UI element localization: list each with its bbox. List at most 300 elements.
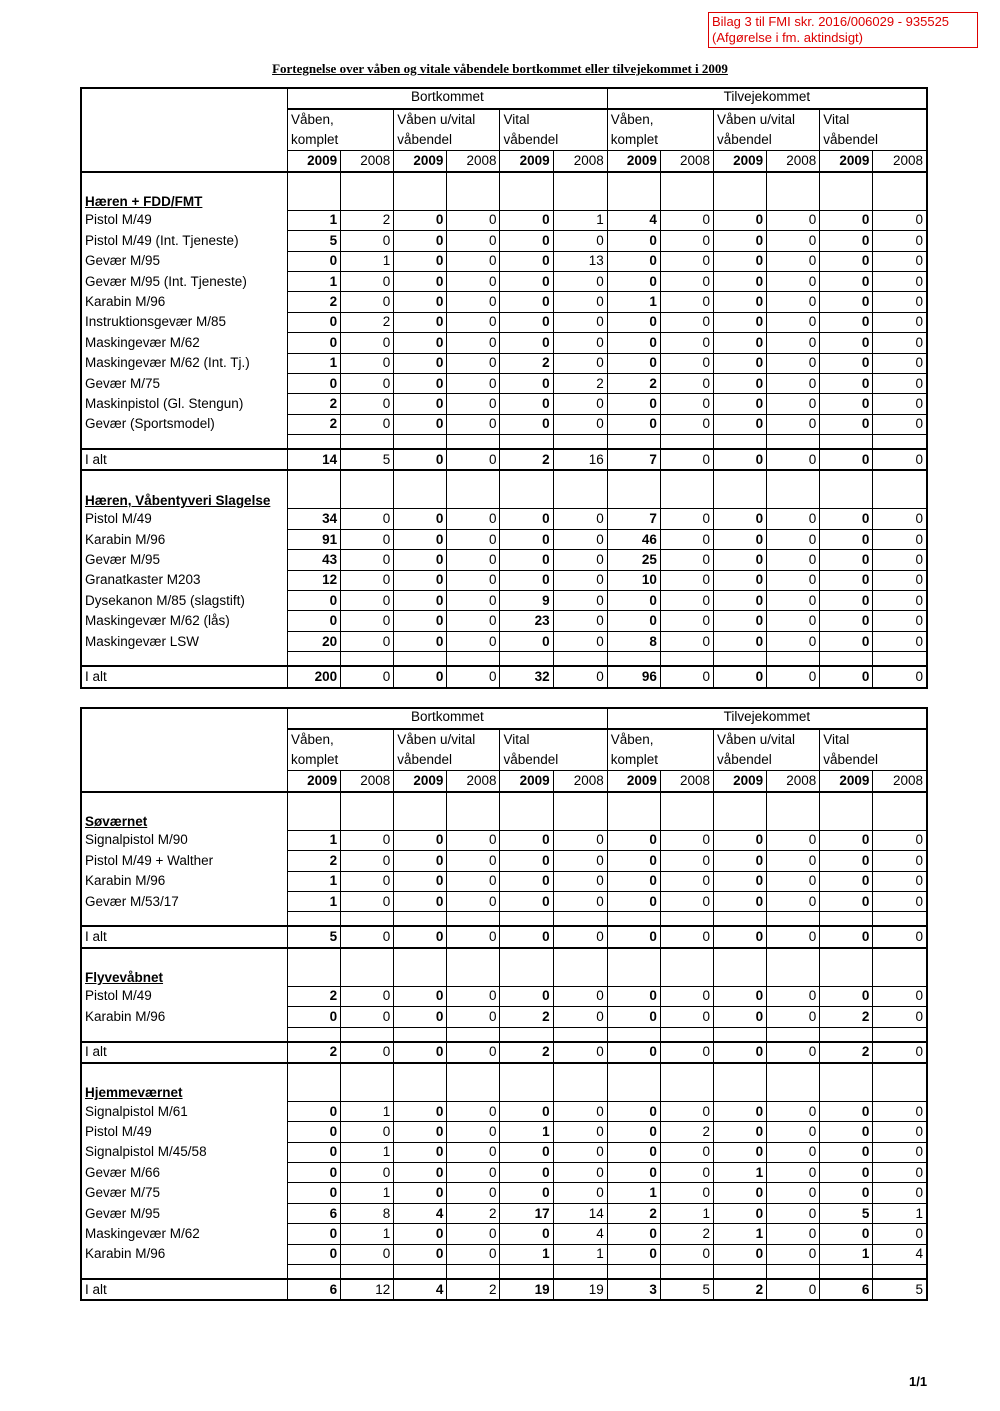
weapon-label: Pistol M/49 (Int. Tjeneste) bbox=[81, 231, 287, 251]
value-2009: 0 bbox=[820, 1163, 873, 1183]
empty-cell bbox=[713, 435, 766, 450]
total-2009: 2 bbox=[713, 1279, 766, 1300]
value-2009: 0 bbox=[713, 312, 766, 332]
value-2009: 0 bbox=[500, 871, 553, 891]
empty-cell bbox=[607, 912, 660, 927]
value-2008: 0 bbox=[660, 986, 713, 1006]
value-2008: 0 bbox=[767, 394, 820, 414]
value-2008: 0 bbox=[873, 414, 927, 434]
value-2009: 0 bbox=[394, 591, 447, 611]
group-bortkommet: Bortkommet bbox=[287, 708, 607, 729]
value-2008: 0 bbox=[553, 292, 607, 312]
value-2008: 0 bbox=[767, 373, 820, 393]
value-2008: 0 bbox=[447, 1224, 500, 1244]
value-2009: 0 bbox=[500, 292, 553, 312]
empty-cell bbox=[767, 1265, 820, 1280]
vital-part-header-line-2: våbendel bbox=[823, 752, 879, 768]
value-2008: 0 bbox=[767, 231, 820, 251]
value-2008: 0 bbox=[767, 830, 820, 850]
value-2008: 0 bbox=[767, 251, 820, 271]
value-2009: 0 bbox=[607, 591, 660, 611]
table-row bbox=[81, 529, 927, 549]
value-2008: 0 bbox=[553, 591, 607, 611]
value-2008: 0 bbox=[873, 611, 927, 631]
value-2009: 0 bbox=[394, 509, 447, 529]
value-2009: 0 bbox=[607, 851, 660, 871]
total-row bbox=[81, 1279, 927, 1300]
total-2009: 96 bbox=[607, 666, 660, 687]
value-2009: 0 bbox=[394, 394, 447, 414]
value-2008: 0 bbox=[873, 312, 927, 332]
value-2009: 0 bbox=[394, 1007, 447, 1027]
value-2008: 0 bbox=[447, 271, 500, 291]
total-2008: 5 bbox=[873, 1279, 927, 1300]
value-2009: 0 bbox=[607, 353, 660, 373]
value-2009: 0 bbox=[394, 871, 447, 891]
value-2009: 4 bbox=[607, 210, 660, 230]
empty-cell bbox=[607, 1063, 660, 1102]
value-2008: 0 bbox=[873, 353, 927, 373]
value-2008: 0 bbox=[660, 851, 713, 871]
value-2008: 0 bbox=[767, 414, 820, 434]
year-2008-header: 2008 bbox=[447, 771, 500, 792]
value-2009: 0 bbox=[394, 251, 447, 271]
empty-cell bbox=[500, 172, 553, 211]
value-2008: 0 bbox=[767, 1203, 820, 1223]
empty-cell bbox=[394, 172, 447, 211]
value-2009: 0 bbox=[394, 1122, 447, 1142]
empty-cell bbox=[500, 470, 553, 509]
value-2008: 0 bbox=[660, 631, 713, 651]
table-row bbox=[81, 414, 927, 434]
weapon-label: Maskingevær M/62 (Int. Tj.) bbox=[81, 353, 287, 373]
empty-cell bbox=[767, 948, 820, 987]
value-2009: 0 bbox=[500, 414, 553, 434]
value-2008: 0 bbox=[447, 1101, 500, 1121]
table-row bbox=[81, 292, 927, 312]
empty-cell bbox=[607, 470, 660, 509]
value-2009: 43 bbox=[287, 550, 340, 570]
value-2009: 0 bbox=[713, 986, 766, 1006]
weapons-no-vital-part-header-line-1: Våben u/vital bbox=[397, 732, 476, 748]
value-2009: 0 bbox=[713, 851, 766, 871]
value-2008: 4 bbox=[553, 1224, 607, 1244]
value-2009: 10 bbox=[607, 570, 660, 590]
value-2008: 0 bbox=[447, 373, 500, 393]
value-2008: 0 bbox=[341, 1122, 394, 1142]
value-2008: 0 bbox=[660, 1101, 713, 1121]
page-number: 1/1 bbox=[909, 1374, 928, 1389]
weapons-no-vital-part-header bbox=[394, 729, 500, 771]
total-2008: 0 bbox=[767, 449, 820, 470]
value-2009: 0 bbox=[820, 231, 873, 251]
value-2008: 0 bbox=[447, 529, 500, 549]
value-2009: 0 bbox=[820, 529, 873, 549]
value-2009: 0 bbox=[394, 570, 447, 590]
value-2009: 0 bbox=[713, 394, 766, 414]
empty-cell bbox=[607, 652, 660, 667]
empty-cell bbox=[447, 435, 500, 450]
empty-cell bbox=[500, 792, 553, 831]
value-2009: 17 bbox=[500, 1203, 553, 1223]
value-2008: 2 bbox=[341, 312, 394, 332]
value-2009: 7 bbox=[607, 509, 660, 529]
empty-cell bbox=[81, 912, 287, 927]
value-2008: 0 bbox=[873, 1224, 927, 1244]
total-2008: 0 bbox=[447, 1042, 500, 1063]
empty-cell bbox=[713, 1265, 766, 1280]
weapon-label: Gevær M/95 bbox=[81, 1203, 287, 1223]
empty-cell bbox=[341, 652, 394, 667]
empty-cell bbox=[500, 912, 553, 927]
value-2009: 0 bbox=[287, 591, 340, 611]
weapons-no-vital-part-header-line-2: våbendel bbox=[397, 752, 453, 768]
empty-cell bbox=[820, 912, 873, 927]
value-2009: 0 bbox=[500, 570, 553, 590]
value-2009: 9 bbox=[500, 591, 553, 611]
table-row bbox=[81, 509, 927, 529]
empty-cell bbox=[607, 1027, 660, 1042]
total-2008: 0 bbox=[660, 666, 713, 687]
table-row bbox=[81, 611, 927, 631]
weapon-label: Maskingevær M/62 bbox=[81, 333, 287, 353]
weapon-label: Karabin M/96 bbox=[81, 1007, 287, 1027]
table-row bbox=[81, 1203, 927, 1223]
value-2009: 0 bbox=[820, 210, 873, 230]
total-2008: 0 bbox=[341, 926, 394, 947]
empty-cell bbox=[394, 435, 447, 450]
weapons-complete-header-line-2: komplet bbox=[610, 752, 659, 768]
table-row bbox=[81, 570, 927, 590]
value-2009: 0 bbox=[500, 891, 553, 911]
weapons-complete-header-line-1: Våben, bbox=[610, 732, 654, 748]
value-2009: 1 bbox=[500, 1122, 553, 1142]
total-2008: 19 bbox=[553, 1279, 607, 1300]
value-2009: 0 bbox=[713, 830, 766, 850]
total-2009: 0 bbox=[713, 666, 766, 687]
value-2008: 0 bbox=[553, 509, 607, 529]
empty-cell bbox=[341, 1063, 394, 1102]
year-2008-header: 2008 bbox=[341, 151, 394, 172]
empty-cell bbox=[820, 652, 873, 667]
section-heading-row bbox=[81, 948, 927, 987]
value-2009: 0 bbox=[713, 1007, 766, 1027]
value-2009: 0 bbox=[287, 1224, 340, 1244]
value-2008: 0 bbox=[553, 1101, 607, 1121]
year-2008-header: 2008 bbox=[447, 151, 500, 172]
empty-cell bbox=[287, 912, 340, 927]
value-2008: 0 bbox=[553, 986, 607, 1006]
value-2008: 0 bbox=[447, 631, 500, 651]
empty-cell bbox=[81, 435, 287, 450]
weapon-label: Karabin M/96 bbox=[81, 292, 287, 312]
empty-cell bbox=[287, 172, 340, 211]
value-2009: 0 bbox=[713, 333, 766, 353]
section-heading-row bbox=[81, 792, 927, 831]
total-2009: 0 bbox=[820, 449, 873, 470]
year-2009-header: 2009 bbox=[287, 771, 340, 792]
value-2008: 0 bbox=[553, 830, 607, 850]
value-2009: 0 bbox=[713, 271, 766, 291]
value-2009: 0 bbox=[607, 1122, 660, 1142]
value-2008: 0 bbox=[341, 851, 394, 871]
empty-cell bbox=[287, 1265, 340, 1280]
stamp-line-1: Bilag 3 til FMI skr. 2016/006029 - 935525 bbox=[712, 14, 950, 29]
empty-cell bbox=[767, 172, 820, 211]
document-title: Fortegnelse over våben og vitale våbendele bortkommet eller tilvejekommet i 2009 bbox=[272, 61, 728, 76]
total-2009: 32 bbox=[500, 666, 553, 687]
empty-cell bbox=[553, 792, 607, 831]
empty-cell bbox=[81, 652, 287, 667]
value-2009: 2 bbox=[607, 1203, 660, 1223]
total-2009: 3 bbox=[607, 1279, 660, 1300]
empty-cell bbox=[394, 792, 447, 831]
value-2009: 0 bbox=[394, 271, 447, 291]
weapon-label: Instruktionsgevær M/85 bbox=[81, 312, 287, 332]
empty-cell bbox=[820, 172, 873, 211]
value-2008: 0 bbox=[873, 871, 927, 891]
value-2009: 0 bbox=[500, 312, 553, 332]
value-2008: 0 bbox=[767, 529, 820, 549]
value-2008: 0 bbox=[341, 591, 394, 611]
value-2008: 1 bbox=[553, 210, 607, 230]
value-2008: 0 bbox=[341, 986, 394, 1006]
value-2008: 0 bbox=[873, 1122, 927, 1142]
value-2009: 0 bbox=[607, 986, 660, 1006]
table-row bbox=[81, 373, 927, 393]
value-2008: 0 bbox=[553, 353, 607, 373]
empty-cell bbox=[553, 172, 607, 211]
value-2009: 0 bbox=[713, 1122, 766, 1142]
value-2009: 2 bbox=[820, 1007, 873, 1027]
value-2009: 0 bbox=[713, 550, 766, 570]
value-2009: 0 bbox=[820, 611, 873, 631]
value-2008: 0 bbox=[447, 1183, 500, 1203]
value-2008: 0 bbox=[873, 210, 927, 230]
weapon-label: Gevær M/95 (Int. Tjeneste) bbox=[81, 271, 287, 291]
value-2008: 0 bbox=[873, 529, 927, 549]
value-2009: 0 bbox=[713, 570, 766, 590]
value-2009: 0 bbox=[713, 251, 766, 271]
empty-cell bbox=[607, 1265, 660, 1280]
value-2008: 0 bbox=[341, 231, 394, 251]
vital-part-header-line-2: våbendel bbox=[503, 132, 559, 148]
empty-cell bbox=[660, 792, 713, 831]
table-row bbox=[81, 1224, 927, 1244]
value-2009: 0 bbox=[394, 611, 447, 631]
value-2008: 0 bbox=[660, 333, 713, 353]
value-2009: 2 bbox=[500, 1007, 553, 1027]
section-title: Hæren + FDD/FMT bbox=[81, 172, 287, 211]
value-2009: 0 bbox=[713, 1183, 766, 1203]
value-2008: 0 bbox=[660, 871, 713, 891]
header-group-row bbox=[81, 88, 927, 109]
empty-cell bbox=[500, 435, 553, 450]
weapons-table-2 bbox=[80, 707, 928, 1301]
value-2008: 0 bbox=[341, 830, 394, 850]
value-2009: 46 bbox=[607, 529, 660, 549]
value-2009: 0 bbox=[394, 1142, 447, 1162]
table-row bbox=[81, 830, 927, 850]
empty-cell bbox=[873, 1063, 927, 1102]
total-2009: 19 bbox=[500, 1279, 553, 1300]
value-2009: 0 bbox=[713, 529, 766, 549]
empty-cell bbox=[81, 1265, 287, 1280]
value-2008: 2 bbox=[660, 1224, 713, 1244]
value-2008: 0 bbox=[553, 1183, 607, 1203]
year-2008-header: 2008 bbox=[767, 151, 820, 172]
value-2008: 0 bbox=[767, 1101, 820, 1121]
value-2008: 0 bbox=[447, 611, 500, 631]
value-2008: 0 bbox=[767, 271, 820, 291]
empty-cell bbox=[447, 912, 500, 927]
weapon-label: Maskingevær M/62 (lås) bbox=[81, 611, 287, 631]
year-2009-header: 2009 bbox=[820, 151, 873, 172]
value-2008: 0 bbox=[553, 871, 607, 891]
empty-cell bbox=[287, 948, 340, 987]
archive-stamp bbox=[708, 12, 978, 48]
empty-cell bbox=[553, 1063, 607, 1102]
value-2009: 0 bbox=[713, 1244, 766, 1264]
weapon-label: Karabin M/96 bbox=[81, 529, 287, 549]
value-2008: 0 bbox=[660, 1244, 713, 1264]
value-2009: 0 bbox=[500, 394, 553, 414]
total-2009: 0 bbox=[713, 926, 766, 947]
total-2009: 0 bbox=[820, 666, 873, 687]
total-2008: 0 bbox=[873, 666, 927, 687]
total-2008: 0 bbox=[660, 449, 713, 470]
value-2009: 5 bbox=[820, 1203, 873, 1223]
weapon-label: Pistol M/49 bbox=[81, 1122, 287, 1142]
value-2008: 0 bbox=[447, 1122, 500, 1142]
weapons-no-vital-part-header-line-2: våbendel bbox=[716, 132, 772, 148]
value-2008: 0 bbox=[660, 1007, 713, 1027]
value-2009: 0 bbox=[713, 591, 766, 611]
weapons-complete-header-line-1: Våben, bbox=[610, 112, 654, 128]
value-2008: 0 bbox=[341, 891, 394, 911]
value-2008: 1 bbox=[341, 1101, 394, 1121]
vital-part-header bbox=[500, 729, 607, 771]
value-2008: 2 bbox=[553, 373, 607, 393]
value-2008: 0 bbox=[660, 414, 713, 434]
value-2008: 0 bbox=[553, 271, 607, 291]
empty-cell bbox=[713, 792, 766, 831]
value-2008: 0 bbox=[660, 292, 713, 312]
empty-cell bbox=[873, 652, 927, 667]
weapons-complete-header-line-1: Våben, bbox=[290, 732, 334, 748]
table-row bbox=[81, 251, 927, 271]
value-2009: 0 bbox=[820, 1183, 873, 1203]
spacer-row bbox=[81, 1265, 927, 1280]
value-2008: 0 bbox=[873, 251, 927, 271]
weapons-no-vital-part-header bbox=[394, 109, 500, 151]
total-2008: 12 bbox=[341, 1279, 394, 1300]
value-2008: 0 bbox=[341, 1007, 394, 1027]
weapon-label: Maskingevær LSW bbox=[81, 631, 287, 651]
value-2008: 0 bbox=[873, 1163, 927, 1183]
value-2008: 0 bbox=[447, 891, 500, 911]
weapon-label: Dysekanon M/85 (slagstift) bbox=[81, 591, 287, 611]
value-2008: 0 bbox=[660, 210, 713, 230]
spacer-row bbox=[81, 1027, 927, 1042]
empty-cell bbox=[341, 1265, 394, 1280]
value-2009: 0 bbox=[500, 1101, 553, 1121]
spacer-row bbox=[81, 652, 927, 667]
value-2008: 0 bbox=[767, 871, 820, 891]
value-2008: 0 bbox=[553, 611, 607, 631]
empty-cell bbox=[287, 1063, 340, 1102]
total-2009: 0 bbox=[394, 926, 447, 947]
table-row bbox=[81, 353, 927, 373]
value-2009: 0 bbox=[607, 312, 660, 332]
empty-cell bbox=[287, 1027, 340, 1042]
empty-cell bbox=[873, 1027, 927, 1042]
value-2009: 0 bbox=[607, 271, 660, 291]
value-2008: 0 bbox=[660, 1183, 713, 1203]
empty-cell bbox=[500, 652, 553, 667]
value-2009: 0 bbox=[394, 1163, 447, 1183]
value-2009: 0 bbox=[820, 251, 873, 271]
value-2008: 0 bbox=[447, 312, 500, 332]
value-2008: 1 bbox=[341, 1183, 394, 1203]
value-2008: 0 bbox=[660, 550, 713, 570]
year-2009-header: 2009 bbox=[394, 771, 447, 792]
value-2009: 0 bbox=[394, 333, 447, 353]
empty-cell bbox=[447, 948, 500, 987]
total-2008: 0 bbox=[341, 1042, 394, 1063]
value-2008: 0 bbox=[553, 529, 607, 549]
value-2009: 0 bbox=[287, 1163, 340, 1183]
value-2009: 0 bbox=[500, 851, 553, 871]
value-2009: 0 bbox=[607, 1224, 660, 1244]
value-2009: 0 bbox=[394, 550, 447, 570]
value-2008: 0 bbox=[341, 1244, 394, 1264]
value-2009: 0 bbox=[500, 231, 553, 251]
value-2009: 0 bbox=[394, 986, 447, 1006]
value-2008: 0 bbox=[767, 611, 820, 631]
empty-cell bbox=[287, 652, 340, 667]
total-2009: 0 bbox=[607, 926, 660, 947]
year-2009-header: 2009 bbox=[607, 151, 660, 172]
value-2009: 0 bbox=[607, 1244, 660, 1264]
value-2009: 0 bbox=[287, 1142, 340, 1162]
empty-cell bbox=[873, 172, 927, 211]
value-2009: 0 bbox=[820, 509, 873, 529]
total-2009: 5 bbox=[287, 926, 340, 947]
value-2009: 0 bbox=[500, 210, 553, 230]
empty-cell bbox=[553, 1265, 607, 1280]
value-2008: 0 bbox=[873, 830, 927, 850]
value-2008: 0 bbox=[767, 509, 820, 529]
value-2009: 0 bbox=[713, 1142, 766, 1162]
table-row bbox=[81, 1163, 927, 1183]
vital-part-header-line-1: Vital bbox=[503, 732, 530, 748]
value-2008: 4 bbox=[873, 1244, 927, 1264]
weapon-label: Signalpistol M/90 bbox=[81, 830, 287, 850]
value-2008: 0 bbox=[873, 271, 927, 291]
value-2009: 0 bbox=[820, 353, 873, 373]
value-2008: 0 bbox=[660, 271, 713, 291]
year-2008-header: 2008 bbox=[767, 771, 820, 792]
weapon-label: Signalpistol M/45/58 bbox=[81, 1142, 287, 1162]
value-2009: 0 bbox=[394, 631, 447, 651]
table-row bbox=[81, 1244, 927, 1264]
weapon-label: Pistol M/49 bbox=[81, 210, 287, 230]
value-2009: 0 bbox=[394, 851, 447, 871]
empty-cell bbox=[713, 1063, 766, 1102]
value-2009: 6 bbox=[287, 1203, 340, 1223]
value-2009: 1 bbox=[287, 830, 340, 850]
